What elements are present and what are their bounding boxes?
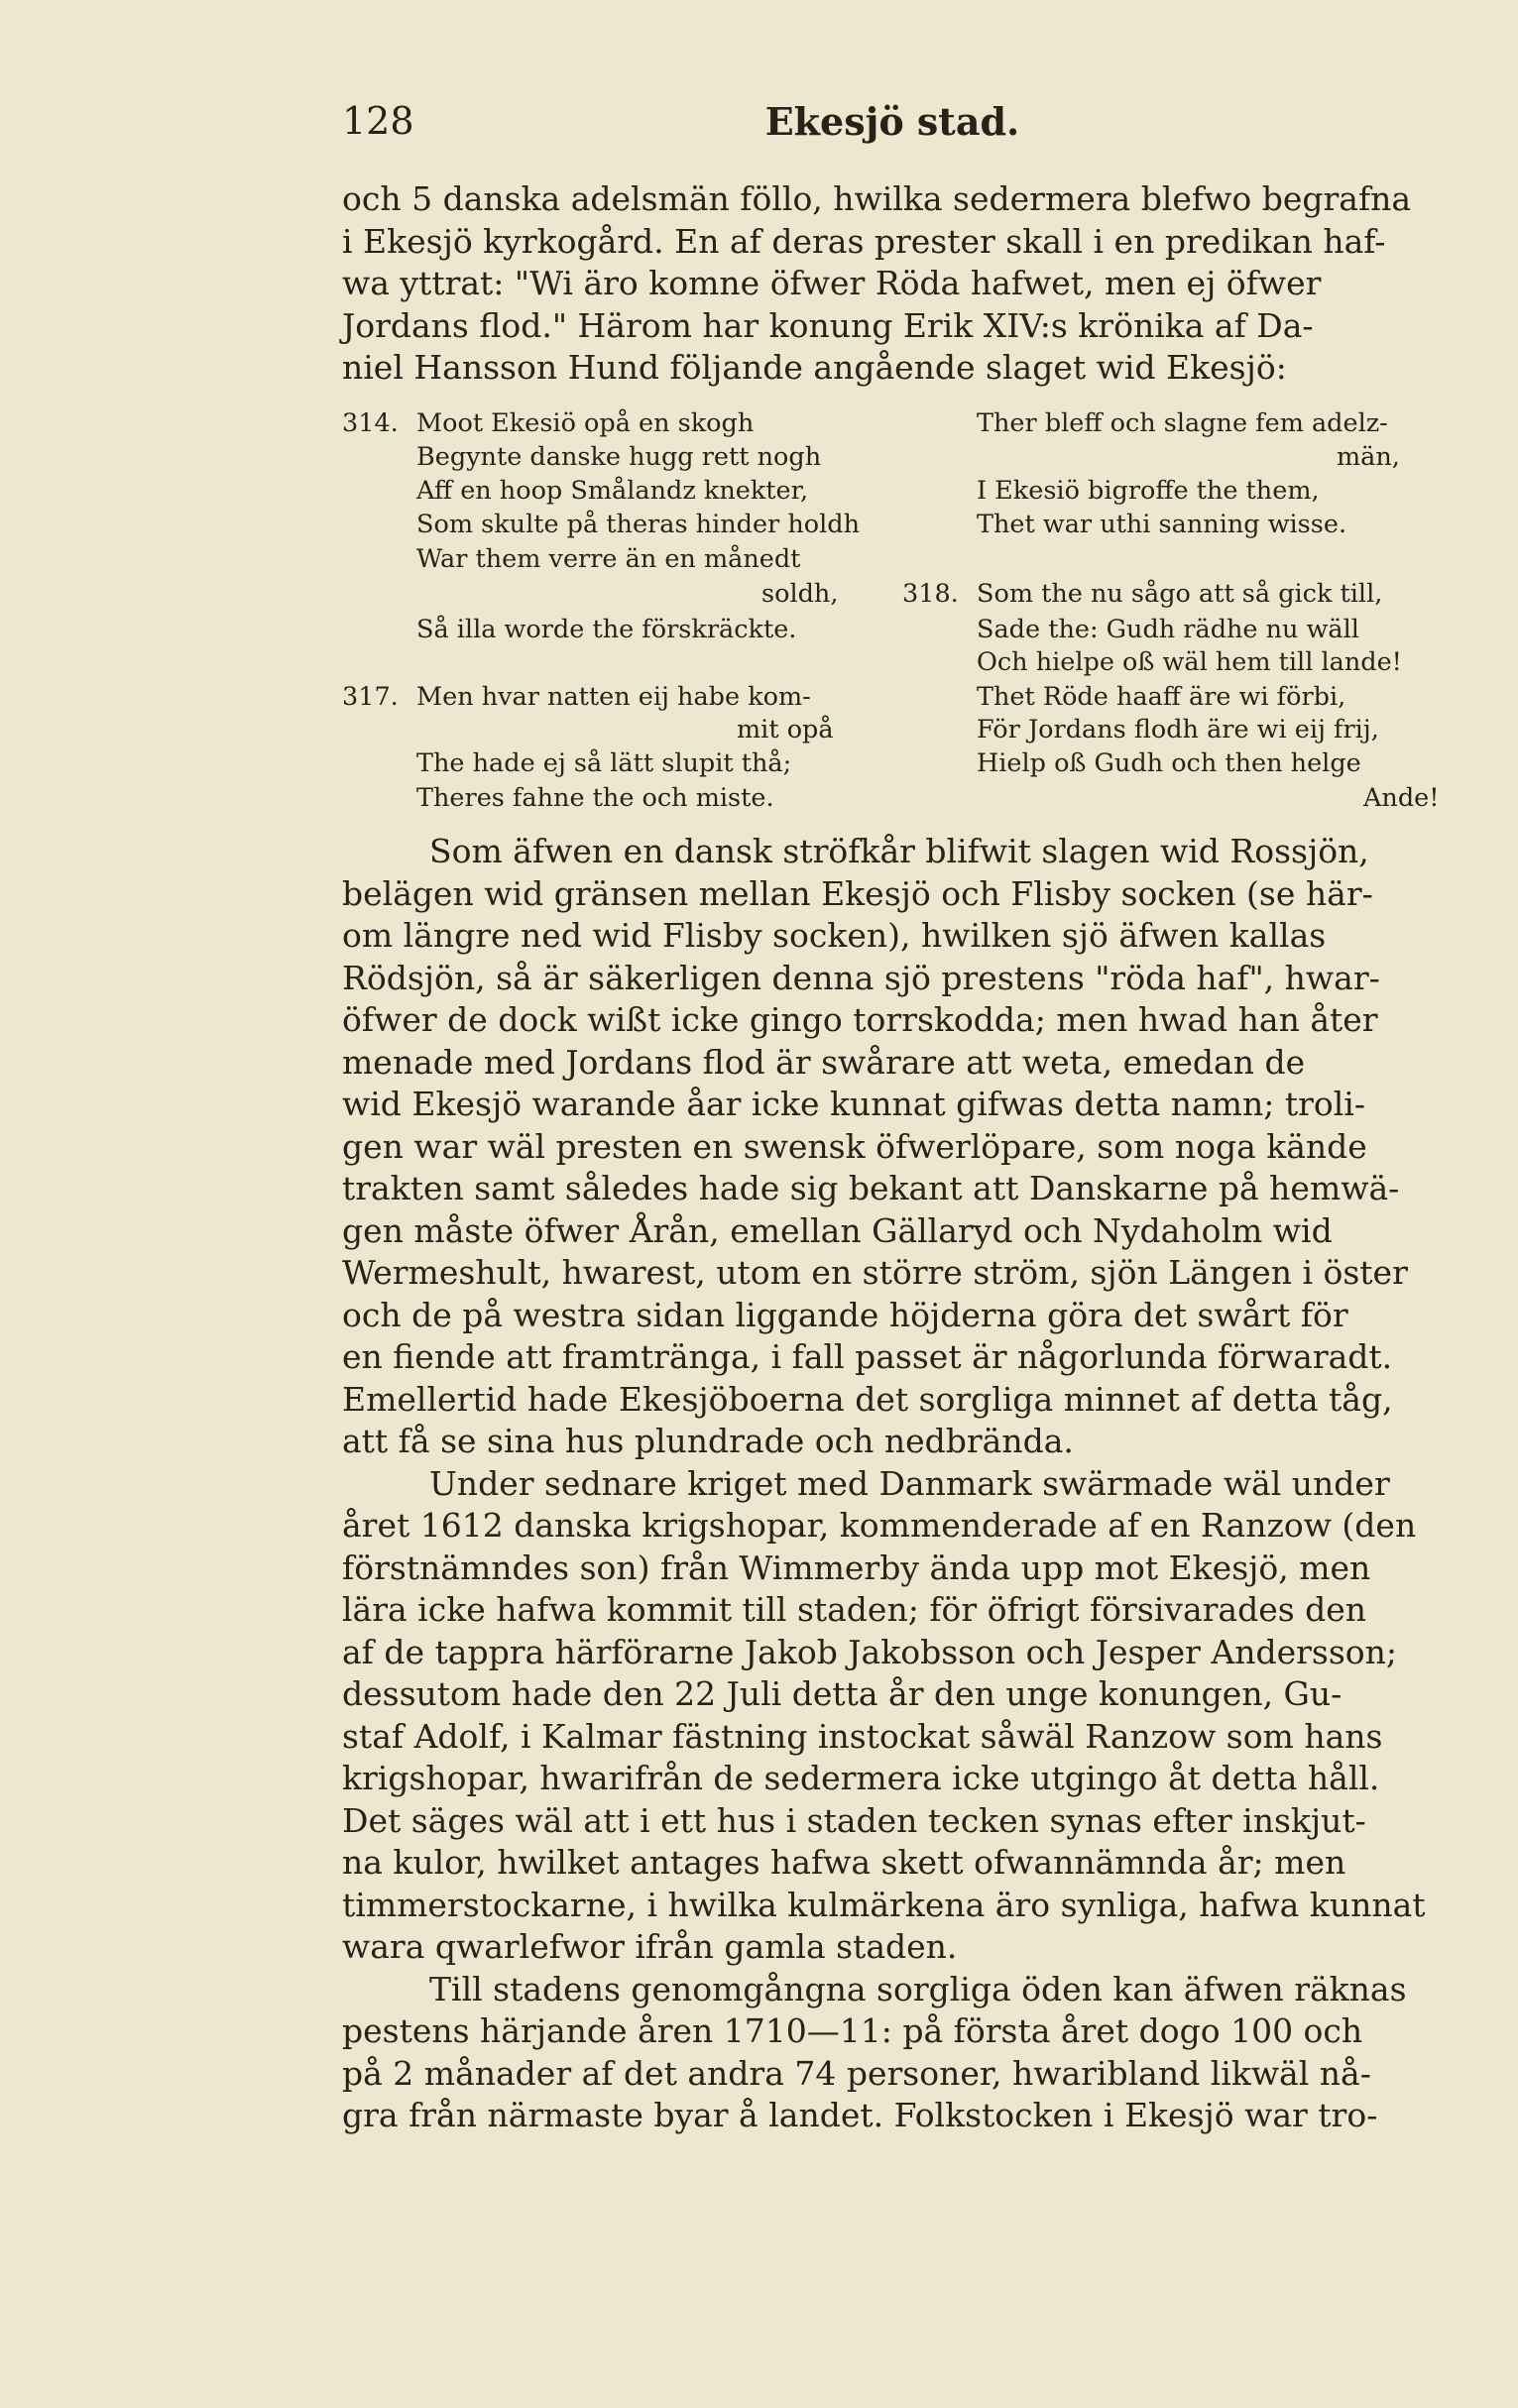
verse-line: Thet war uthi sanning wisse.	[977, 510, 1347, 539]
page-header	[342, 99, 1443, 159]
text-line: Wermeshult, hwarest, utom en större ström, sjön Längen i öster	[342, 1253, 1408, 1292]
verse-number: 318.	[902, 579, 959, 609]
verse-line: Moot Ekesiö opå en skogh	[416, 408, 755, 438]
text-line: förstnämndes son) från Wimmerby ända upp mot Ekesjö, men	[342, 1548, 1371, 1587]
text-line: wa yttrat: "Wi äro komne öfwer Röda hafwet, men ej öfwer	[342, 264, 1322, 302]
text-line: wara qwarlefwor ifrån gamla staden.	[342, 1927, 958, 1966]
verse-number: 314.	[342, 408, 399, 438]
paragraph	[342, 1463, 1443, 1969]
verse-line: För Jordans flodh äre wi eij frij,	[977, 715, 1379, 745]
verse-line: mit opå	[737, 715, 834, 745]
verse-line: War them verre än en månedt	[416, 544, 801, 574]
text-line: året 1612 danska krigshopar, kommenderade af en Ranzow (den	[342, 1506, 1417, 1545]
verse-line: Men hvar natten eij habe kom-	[416, 682, 811, 712]
verse-line: Thet Röde haaff äre wi förbi,	[977, 682, 1346, 712]
verse-line: Ande!	[1363, 783, 1440, 813]
text-line: krigshopar, hwarifrån de sedermera icke utgingo åt detta håll.	[342, 1759, 1380, 1797]
verse-line: män,	[1337, 442, 1400, 472]
text-line: på 2 månader af det andra 74 personer, hwaribland likwäl nå-	[342, 2053, 1371, 2093]
paragraph	[342, 831, 1443, 1463]
text-line: och de på westra sidan liggande höjderna göra det swårt för	[342, 1295, 1348, 1334]
text-line: Det säges wäl att i ett hus i staden tecken synas efter inskjut-	[342, 1800, 1366, 1840]
verse-line: Som the nu sågo att så gick till,	[977, 579, 1383, 609]
text-line: Under sednare kriget med Danmark swärmade wäl under	[429, 1463, 1390, 1503]
text-line: gen måste öfwer Årån, emellan Gällaryd och Nydaholm wid	[342, 1210, 1333, 1250]
verse-line: Som skulte på theras hinder holdh	[416, 510, 861, 539]
verse-line: Ther bleff och slagne fem adelz-	[977, 408, 1388, 438]
text-line: belägen wid gränsen mellan Ekesjö och Flisby socken (se här-	[342, 873, 1373, 913]
text-line: dessutom hade den 22 Juli detta år den unge konungen, Gu-	[342, 1674, 1343, 1713]
intro-text	[342, 178, 1443, 390]
text-line: pestens härjande åren 1710—11: på första året dogo 100 och	[342, 2011, 1363, 2050]
verse-line: soldh,	[761, 579, 839, 609]
text-line: öfwer de dock wißt icke gingo torrskodda; men hwad han åter	[342, 1000, 1378, 1039]
verse-number: 317.	[342, 682, 399, 712]
text-line: lära icke hafwa kommit till staden; för öfrigt försivarades den	[342, 1590, 1367, 1629]
text-line: menade med Jordans flod är swårare att weta, emedan de	[342, 1042, 1306, 1082]
running-head: Ekesjö stad.	[764, 99, 1020, 144]
text-line: wid Ekesjö warande åar icke kunnat gifwas detta namn; troli-	[342, 1085, 1365, 1123]
text-line: gen war wäl presten en swensk öfwerlöpare, som noga kände	[342, 1126, 1367, 1166]
page-number: 128	[342, 99, 414, 143]
text-line: Jordans flod." Härom har konung Erik XIV:s krönika af Da-	[342, 305, 1314, 345]
text-line: Till stadens genomgångna sorgliga öden kan äfwen räknas	[429, 1969, 1407, 2008]
text-line: och 5 danska adelsmän föllo, hwilka sedermera blefwo begrafna	[342, 179, 1412, 218]
text-line: om längre ned wid Flisby socken), hwilken sjö äfwen kallas	[342, 916, 1327, 955]
text-line: Rödsjön, så är säkerligen denna sjö prestens "röda haf", hwar-	[342, 958, 1380, 997]
text-line: niel Hansson Hund följande angående slaget wid Ekesjö:	[342, 348, 1287, 387]
verse-line: Theres fahne the och miste.	[416, 783, 774, 813]
text-line: en fiende att framtränga, i fall passet är någorlunda förwaradt.	[342, 1337, 1393, 1376]
text-line: staf Adolf, i Kalmar fästning instockat såwäl Ranzow som hans	[342, 1716, 1383, 1756]
verse-line: Sade the: Gudh rädhe nu wäll	[977, 615, 1359, 644]
verse-line: Hielp oß Gudh och then helge	[977, 748, 1361, 778]
text-line: i Ekesjö kyrkogård. En af deras prester skall i en predikan haf-	[342, 221, 1386, 261]
text-line: gra från närmaste byar å landet. Folkstocken i Ekesjö war tro-	[342, 2096, 1378, 2134]
text-line: trakten samt således hade sig bekant att Danskarne på hemwä-	[342, 1169, 1400, 1207]
paragraph	[342, 1969, 1443, 2137]
verse-line: Aff en hoop Smålandz knekter,	[416, 476, 809, 506]
text-line: timmerstockarne, i hwilka kulmärkena äro synliga, hafwa kunnat	[342, 1885, 1426, 1924]
verse-line: The hade ej så lätt slupit thå;	[416, 748, 792, 778]
text-line: af de tappra härförarne Jakob Jakobsson och Jesper Andersson;	[342, 1632, 1398, 1671]
verse-line: Och hielpe oß wäl hem till lande!	[977, 647, 1402, 677]
text-line: na kulor, hwilket antages hafwa skett ofwannämnda år; men	[342, 1843, 1346, 1882]
verse-line: Begynte danske hugg rett nogh	[416, 442, 822, 472]
verse-line: I Ekesiö bigroffe the them,	[977, 476, 1320, 506]
text-line: Som äfwen en dansk ströfkår blifwit slagen wid Rossjön,	[429, 832, 1369, 870]
text-line: att få se sina hus plundrade och nedbrända.	[342, 1422, 1074, 1460]
chronicle-verse	[342, 406, 1443, 823]
body-text	[342, 831, 1443, 2137]
verse-line: Så illa worde the förskräckte.	[416, 615, 797, 644]
text-line: Emellertid hade Ekesjöboerna det sorgliga minnet af detta tåg,	[342, 1379, 1393, 1419]
